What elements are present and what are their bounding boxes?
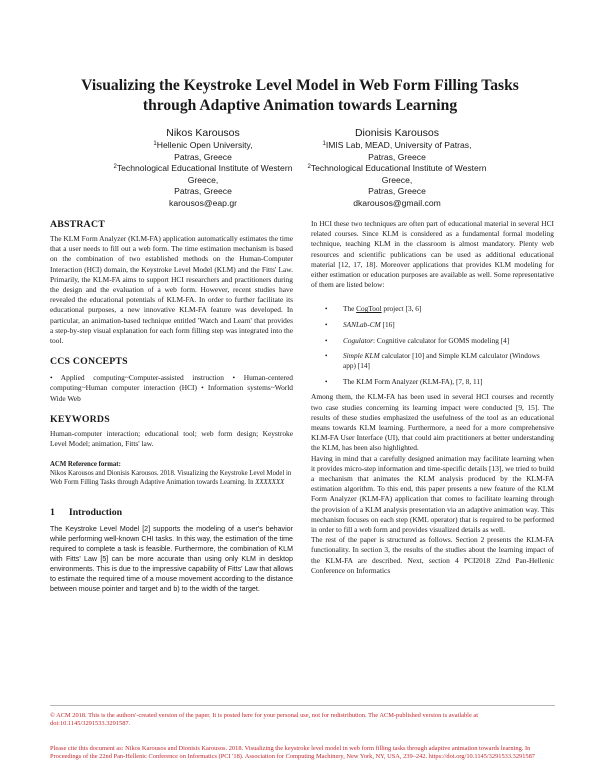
acm-reference-italic: XXXXXXX [255, 478, 285, 486]
affiliation-text: Technological Educational Institute of Western [310, 163, 487, 173]
author-affiliation-2 [297, 163, 497, 175]
list-item [325, 304, 554, 314]
bullet-icon: • [325, 305, 328, 314]
paper-title [40, 76, 560, 116]
affiliation-sup: 1 [153, 141, 157, 147]
bullet-icon: • [325, 377, 328, 386]
right-paragraph-2: Among them, the KLM-FA has been used in several HCI courses and recently two case studies concerning its learning impact were conducted [9, 15]. The results of these studies emphasized the usefulness of the tool as an educational means towards KLM learning. Furthermore, a need for a more comprehensive KLM-FA User Interface (UI), that could aim practitioners at better understanding the KLM, has been also highlighted. [311, 392, 554, 453]
affiliation-sup: 1 [322, 141, 326, 147]
acm-reference-heading: ACM Reference format: [50, 461, 121, 469]
right-paragraph-3: Having in mind that a carefully designed animation may facilitate learning when it provides micro-step information and time-specific details [13], we tried to build a mechanism that animates the KLM analysis produced by the KLM-FA estimation algorithm. To this end, this paper presents a new feature of the KLM Form Analyzer (KLM-FA) application that comes to facilitate learning through the provision of a KLM analysis presentation via an adaptive animation way. This mechanism focuses on each step (KML operator) that is required to be performed in order to fill a web form and provides visualized details as well. [311, 453, 554, 535]
citation-notice: Please cite this document as: Nikos Karousos and Dionisis Karousos. 2018. Visualizing the keystroke level model in web form filling tasks through adaptive animation towards learning. In Proceedings of the 22nd Pan-Hellenic Conference on Informatics (PCI '18). Association for Computing Machinery, New York, NY, USA, 239–242. https://doi.org/10.1145/3291533.3291587 [50, 745, 536, 761]
author-block-1 [103, 126, 303, 209]
author-name: Nikos Karousos [166, 127, 240, 139]
keywords-heading: KEYWORDS [50, 413, 110, 425]
ccs-text: • Applied computing~Computer-assisted instruction • Human-centered computing~Human computer interaction (HCI) • Information systems~World Wide Web [50, 373, 293, 403]
list-item [325, 320, 554, 330]
acm-reference-main: Nikos Karousos and Dionisis Karousos. 2018. Visualizing the Keystroke Level Model in Web Form Filling Tasks through Adaptive Animation towards Learning. In [50, 470, 292, 486]
bullet-icon: • [325, 321, 328, 330]
author-name: Dionisis Karousos [354, 127, 440, 139]
right-paragraph-1: In HCI these two techniques are often part of educational material in several HCI related courses. Since KLM is considered as a fundamental formal modeling technique, teaching KLM in the classroom is almost mandatory. Plenty web resources and scientific publications can be used as additional educational material [12, 17, 18]. Moreover applications that provides KLM modeling for either estimation or education purposes are available as well. Some representative of them are listed below: [311, 219, 554, 290]
list-item-text: project [3, 6] [381, 304, 422, 314]
title-line-2: through Adaptive Animation towards Learning [142, 97, 458, 114]
list-item [325, 351, 554, 371]
keywords-text: Human-computer interaction; educational tool; web form design; Keystroke Level Model; animation, Fitts' law. [50, 428, 293, 449]
list-item [325, 335, 554, 346]
tool-list [311, 304, 554, 386]
affiliation-city: Patras, Greece [368, 151, 426, 162]
acm-reference-text [50, 470, 293, 487]
affiliation-sup: 2 [307, 164, 311, 170]
list-item-text: The [343, 304, 357, 314]
footer-divider [50, 705, 555, 706]
list-item-text: The KLM Form Analyzer (KLM-FA), [7, 8, 11] [343, 376, 483, 386]
list-item-text: [16] [380, 320, 395, 330]
list-item-text: : Cognitive calculator for GOMS modeling [4] [373, 335, 510, 345]
list-item [325, 376, 554, 387]
list-item-text: calculator [10] and Simple KLM calculator (Windows app) [14] [343, 351, 540, 371]
author-affiliation-1 [297, 140, 497, 152]
affiliation-city: Patras, Greece [368, 186, 426, 196]
intro-text: The Keystroke Level Model [2] supports the modeling of a user's behavior while performing well-known CHI tasks. In this way, the estimation of the time required to complete a task is feasible. Furthermore, the combination of KLM with Fitts' Law [5] can be more accurate than using only KLM in desktop environments. This is due to the impressive capability of Fitts' Law that allows to estimate the required time of a mouse movement according to the distance between mouse pointer and target and b) to the width of the target. [50, 525, 293, 594]
affiliation-sup: 2 [113, 164, 117, 170]
copyright-notice: © ACM 2018. This is the authors'-created version of the paper. It is posted here for your personal use, not for redistribution. The ACM-published version is available at doi:10.1145/3291533.3291587. [50, 712, 478, 728]
affiliation-text-cont: Greece, [187, 174, 219, 185]
affiliation-text: IMIS Lab, MEAD, University of Patras, [325, 140, 472, 150]
author-block-2 [297, 126, 497, 209]
abstract-heading: ABSTRACT [50, 219, 105, 230]
affiliation-city: Patras, Greece [174, 151, 232, 162]
ccs-heading: CCS CONCEPTS [50, 356, 128, 368]
author-email: karousos@eap.gr [169, 197, 237, 208]
list-item-italic: Simple KLM [343, 351, 380, 361]
affiliation-city: Patras, Greece [174, 186, 232, 196]
right-column [311, 219, 554, 576]
section-number: 1 [50, 507, 55, 519]
bullet-icon: • [325, 336, 328, 345]
right-paragraph-4: The rest of the paper is structured as follows. Section 2 presents the KLM-FA functionality. In section 3, the results of the studies about the learning impact of the KLM-FA are described. Next, section 4 PCI2018 22nd Pan-Hellenic Conference on Informatics [311, 535, 554, 575]
bullet-icon: • [325, 352, 328, 361]
left-column [50, 219, 293, 594]
section-title: Introduction [68, 507, 123, 519]
author-affiliation-1 [103, 140, 303, 152]
author-email: dkarousos@gmail.com [353, 197, 441, 208]
title-line-1: Visualizing the Keystroke Level Model in Web Form Filling Tasks [81, 77, 519, 94]
affiliation-text: Hellenic Open University, [156, 140, 253, 150]
intro-heading [50, 507, 293, 518]
affiliation-text: Technological Educational Institute of Western [116, 163, 293, 173]
affiliation-text-cont: Greece, [381, 174, 413, 185]
author-affiliation-2 [103, 163, 303, 175]
list-item-italic: SANLab-CM [343, 320, 381, 330]
list-item-link: CogTool [356, 304, 382, 314]
abstract-text: The KLM Form Analyzer (KLM-FA) application automatically estimates the time that a user needs to fill out a web form. The time estimation mechanism is based on the combination of two established methods on the Human-Computer Interaction (HCI) domain, the Keystroke Level Model (KLM) and the Fitts' Law. Primarily, the KLM-FA aims to support HCI researchers and practitioners during the design and the evaluation of a web form. However, recent studies have revealed the educational potentials of KLM-FA. In order to further facilitate its educational purposes, a new innovative KLM-FA feature was developed. In particular, an animation-based technique entitled 'Watch and Learn' that provides a step-by-step visual explanation for each form filling step was integrated into the tool. [50, 234, 293, 346]
list-item-italic: Cogulator [343, 335, 374, 345]
